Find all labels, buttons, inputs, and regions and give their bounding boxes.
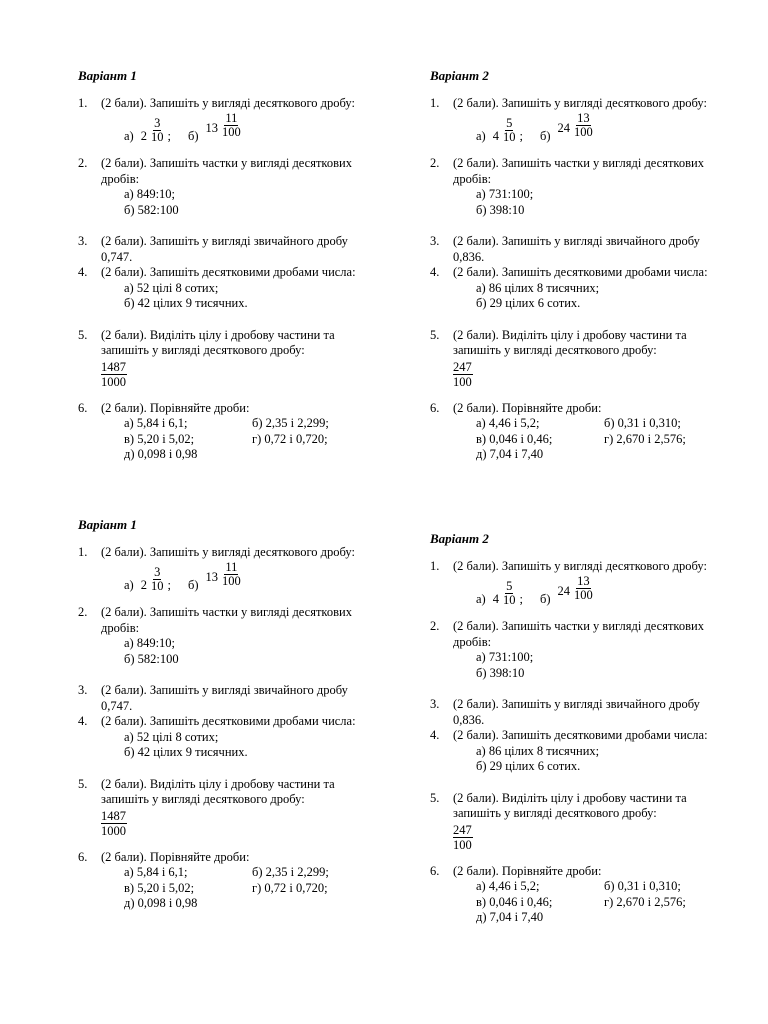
- sub-item: б) 2,35 і 2,299;: [252, 865, 329, 879]
- task-3: [430, 234, 730, 265]
- task-number: 3.: [78, 234, 88, 248]
- denominator: 1000: [101, 823, 126, 838]
- task-number: 2.: [430, 156, 440, 170]
- sub-item: а) 731:100;: [476, 187, 534, 201]
- fraction: [573, 575, 594, 602]
- task-text: (2 бали). Порівняйте дроби:: [453, 863, 602, 878]
- task-3: [78, 234, 378, 265]
- task-number: 3.: [430, 234, 440, 248]
- sub-item: в) 0,046 і 0,46;: [476, 431, 553, 446]
- task-number: 6.: [430, 400, 440, 415]
- task-2: [430, 619, 730, 681]
- numerator: 13: [577, 574, 590, 588]
- option-label: а): [476, 128, 486, 143]
- sub-item: б) 398:10: [476, 665, 525, 680]
- sub-item: г) 0,72 і 0,720;: [252, 880, 328, 895]
- task-1: [78, 96, 378, 145]
- sub-item: а) 86 цілих 8 тисячних;: [476, 743, 600, 758]
- task-text: (2 бали). Запишіть десятковими дробами числа:: [101, 714, 356, 728]
- numerator: 3: [154, 565, 161, 579]
- variant-block: [78, 68, 378, 463]
- option-label: б): [187, 577, 199, 592]
- denominator: 100: [573, 125, 593, 139]
- task-number: 1.: [78, 95, 88, 110]
- whole-part: 2: [140, 577, 147, 592]
- sub-item: б) 398:10: [476, 202, 525, 217]
- numerator: 247: [453, 359, 472, 374]
- task-text: (2 бали). Запишіть у вигляді звичайного дробу 0,836.: [453, 697, 700, 727]
- numerator: 3: [154, 116, 161, 130]
- numerator: 11: [225, 111, 238, 125]
- task-number: 1.: [430, 558, 440, 573]
- numerator: 247: [453, 822, 472, 837]
- comparison-grid: [476, 416, 730, 463]
- task-text: (2 бали). Запишіть у вигляді звичайного дробу 0,747.: [101, 683, 348, 713]
- fraction: [502, 117, 517, 144]
- task-text: (2 бали). Порівняйте дроби:: [101, 849, 250, 864]
- denominator: 100: [453, 374, 472, 389]
- sub-item: б) 582:100: [124, 651, 179, 666]
- task-text: (2 бали). Порівняйте дроби:: [101, 400, 250, 415]
- task-number: 6.: [78, 849, 88, 864]
- fraction: [453, 360, 473, 389]
- task-number: 4.: [430, 265, 440, 279]
- sub-item: г) 2,670 і 2,576;: [604, 894, 686, 909]
- whole-part: 2: [140, 128, 147, 143]
- task-6: [430, 864, 730, 926]
- variant-title: Варіант 2: [430, 531, 489, 546]
- sub-item: а) 86 цілих 8 тисячних;: [476, 280, 600, 295]
- option-label: а): [124, 128, 134, 143]
- task-text: (2 бали). Запишіть десятковими дробами числа:: [101, 265, 356, 279]
- fraction: [150, 117, 165, 144]
- numerator: 13: [577, 111, 590, 125]
- option-label: а): [124, 577, 134, 592]
- sub-item: а) 4,46 і 5,2;: [476, 879, 540, 893]
- fraction: [221, 112, 242, 139]
- sub-item: б) 42 цілих 9 тисячних.: [124, 296, 248, 310]
- denominator: 100: [221, 125, 241, 139]
- denominator: 10: [502, 593, 516, 607]
- task-number: 6.: [430, 863, 440, 878]
- task-4: [78, 714, 378, 761]
- variant-block: [78, 517, 378, 912]
- variant-title: Варіант 1: [78, 68, 137, 83]
- numerator: 5: [506, 116, 513, 130]
- task-number: 1.: [430, 95, 440, 110]
- task-2: [430, 156, 730, 218]
- task-4: [78, 265, 378, 312]
- task-text: (2 бали). Запишіть частки у вигляді десяткових дробів:: [101, 605, 352, 635]
- denominator: 10: [150, 579, 164, 593]
- sub-item: г) 2,670 і 2,576;: [604, 431, 686, 446]
- sub-item: а) 52 цілі 8 сотих;: [124, 729, 219, 744]
- sub-item: б) 0,31 і 0,310;: [604, 879, 681, 893]
- sub-item: а) 52 цілі 8 сотих;: [124, 280, 219, 295]
- task-5: [430, 328, 730, 389]
- whole-part: 4: [492, 128, 499, 143]
- mixed-fractions: [124, 561, 378, 593]
- sub-item: д) 7,04 і 7,40: [476, 910, 544, 924]
- sub-item: а) 849:10;: [124, 187, 176, 201]
- task-text: (2 бали). Запишіть частки у вигляді десяткових дробів:: [101, 156, 352, 186]
- whole-part: 13: [205, 569, 218, 584]
- task-text: (2 бали). Виділіть цілу і дробову частини та запишіть у вигляді десяткового дробу:: [101, 776, 335, 806]
- task-text: (2 бали). Виділіть цілу і дробову частини та запишіть у вигляді десяткового дробу:: [453, 327, 687, 357]
- task-text: (2 бали). Запишіть у вигляді десяткового дробу:: [101, 544, 355, 559]
- fraction: [453, 823, 473, 852]
- task-6: [78, 401, 378, 463]
- sub-item: г) 0,72 і 0,720;: [252, 431, 328, 446]
- sub-item: д) 0,098 і 0,98: [124, 447, 198, 461]
- mixed-fractions: [476, 575, 730, 607]
- sub-item: б) 0,31 і 0,310;: [604, 416, 681, 430]
- separator: ;: [519, 591, 523, 606]
- whole-part: 13: [205, 120, 218, 135]
- sub-item: а) 5,84 і 6,1;: [124, 416, 188, 430]
- denominator: 10: [502, 130, 516, 144]
- task-number: 2.: [78, 605, 88, 619]
- task-number: 4.: [78, 714, 88, 728]
- sub-item: а) 4,46 і 5,2;: [476, 416, 540, 430]
- task-text: (2 бали). Запишіть десятковими дробами числа:: [453, 265, 708, 279]
- task-text: (2 бали). Запишіть частки у вигляді десяткових дробів:: [453, 156, 704, 186]
- comparison-grid: [124, 865, 378, 912]
- task-5: [430, 791, 730, 852]
- option-label: б): [539, 128, 551, 143]
- denominator: 100: [573, 588, 593, 602]
- sub-item: в) 0,046 і 0,46;: [476, 894, 553, 909]
- separator: ;: [167, 577, 171, 592]
- fraction: [101, 809, 127, 838]
- task-2: [78, 156, 378, 218]
- sub-item: а) 849:10;: [124, 636, 176, 650]
- task-number: 5.: [430, 790, 440, 805]
- numerator: 11: [225, 560, 238, 574]
- task-3: [430, 697, 730, 728]
- sub-item: б) 42 цілих 9 тисячних.: [124, 745, 248, 759]
- task-2: [78, 605, 378, 667]
- task-text: (2 бали). Запишіть у вигляді десяткового дробу:: [453, 95, 707, 110]
- separator: ;: [167, 128, 171, 143]
- option-label: б): [539, 591, 551, 606]
- fraction: [573, 112, 594, 139]
- sub-item: б) 2,35 і 2,299;: [252, 416, 329, 430]
- task-text: (2 бали). Запишіть частки у вигляді десяткових дробів:: [453, 619, 704, 649]
- denominator: 1000: [101, 374, 126, 389]
- denominator: 100: [221, 574, 241, 588]
- numerator: 5: [506, 579, 513, 593]
- task-number: 3.: [430, 697, 440, 711]
- task-4: [430, 728, 730, 775]
- sub-item: в) 5,20 і 5,02;: [124, 880, 195, 895]
- mixed-fractions: [124, 112, 378, 144]
- task-1: [430, 559, 730, 608]
- task-text: (2 бали). Виділіть цілу і дробову частини та запишіть у вигляді десяткового дробу:: [101, 327, 335, 357]
- denominator: 10: [150, 130, 164, 144]
- fraction: [221, 561, 242, 588]
- task-number: 5.: [430, 327, 440, 342]
- variant-title: Варіант 1: [78, 517, 137, 532]
- task-1: [78, 545, 378, 594]
- task-number: 3.: [78, 683, 88, 697]
- variant-block: [430, 68, 730, 463]
- sub-item: б) 29 цілих 6 сотих.: [476, 296, 581, 310]
- sub-item: д) 0,098 і 0,98: [124, 896, 198, 910]
- sub-item: а) 5,84 і 6,1;: [124, 865, 188, 879]
- fraction: [502, 580, 517, 607]
- numerator: 1487: [101, 808, 126, 823]
- task-number: 5.: [78, 776, 88, 791]
- task-4: [430, 265, 730, 312]
- task-number: 4.: [78, 265, 88, 279]
- numerator: 1487: [101, 359, 126, 374]
- task-5: [78, 328, 378, 389]
- sub-item: б) 582:100: [124, 202, 179, 217]
- task-text: (2 бали). Запишіть у вигляді десяткового дробу:: [453, 558, 707, 573]
- option-label: б): [187, 128, 199, 143]
- task-6: [78, 850, 378, 912]
- task-text: (2 бали). Запишіть у вигляді звичайного дробу 0,747.: [101, 234, 348, 264]
- variant-block: [430, 531, 730, 926]
- whole-part: 4: [492, 591, 499, 606]
- task-text: (2 бали). Запишіть у вигляді десяткового дробу:: [101, 95, 355, 110]
- comparison-grid: [124, 416, 378, 463]
- whole-part: 24: [557, 120, 570, 135]
- variant-title: Варіант 2: [430, 68, 489, 83]
- task-5: [78, 777, 378, 838]
- task-number: 2.: [78, 156, 88, 170]
- task-text: (2 бали). Запишіть у вигляді звичайного дробу 0,836.: [453, 234, 700, 264]
- task-number: 4.: [430, 728, 440, 742]
- fraction: [150, 566, 165, 593]
- sub-item: в) 5,20 і 5,02;: [124, 431, 195, 446]
- task-number: 1.: [78, 544, 88, 559]
- task-6: [430, 401, 730, 463]
- fraction: [101, 360, 127, 389]
- sub-item: а) 731:100;: [476, 650, 534, 664]
- task-text: (2 бали). Запишіть десятковими дробами числа:: [453, 728, 708, 742]
- task-1: [430, 96, 730, 145]
- task-number: 2.: [430, 619, 440, 633]
- denominator: 100: [453, 837, 472, 852]
- task-text: (2 бали). Порівняйте дроби:: [453, 400, 602, 415]
- task-number: 6.: [78, 400, 88, 415]
- task-text: (2 бали). Виділіть цілу і дробову частини та запишіть у вигляді десяткового дробу:: [453, 790, 687, 820]
- sub-item: д) 7,04 і 7,40: [476, 447, 544, 461]
- option-label: а): [476, 591, 486, 606]
- whole-part: 24: [557, 583, 570, 598]
- separator: ;: [519, 128, 523, 143]
- mixed-fractions: [476, 112, 730, 144]
- sub-item: б) 29 цілих 6 сотих.: [476, 759, 581, 773]
- task-number: 5.: [78, 327, 88, 342]
- comparison-grid: [476, 879, 730, 926]
- task-3: [78, 683, 378, 714]
